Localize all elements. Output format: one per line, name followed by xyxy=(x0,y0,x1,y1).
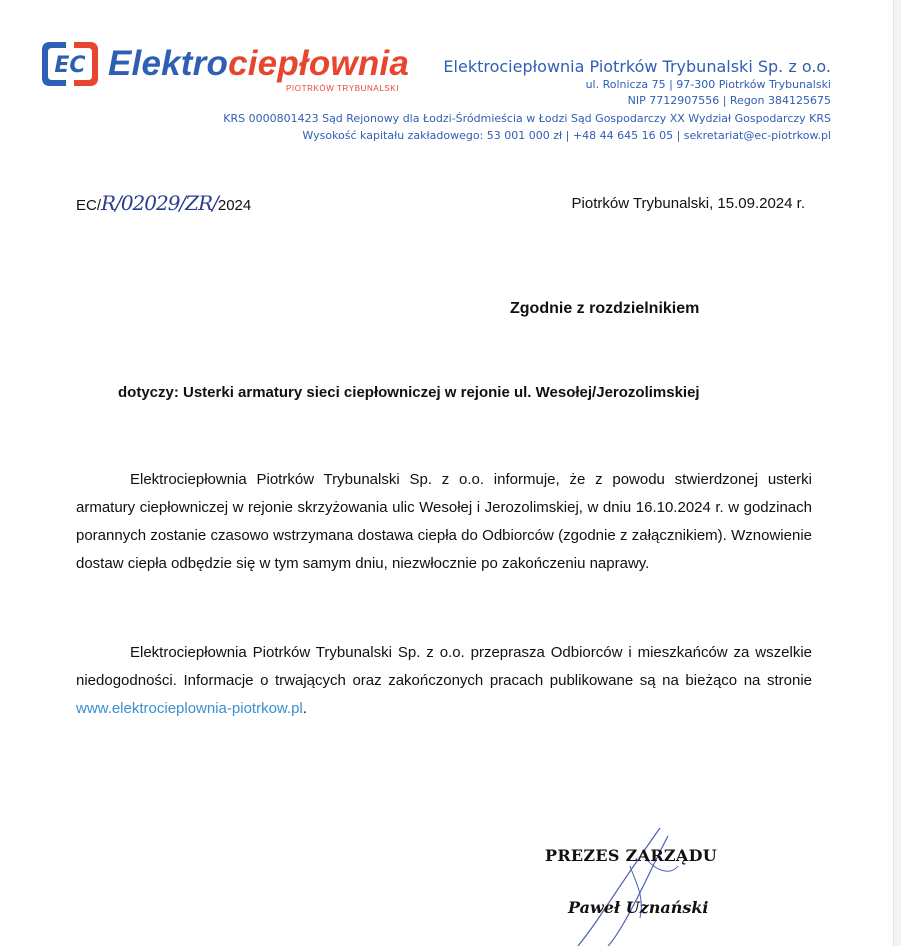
paragraph-2-text: Elektrociepłownia Piotrków Trybunalski Sp. z o.o. przeprasza Odbiorców i mieszkańców za wszelkie niedogodności. Informacje o trwających oraz zakończonych pracach publikowane są na bieżąco na stronie xyxy=(76,644,812,689)
reference-number xyxy=(76,193,251,216)
logo-wordmark xyxy=(108,44,409,84)
handwritten-signature xyxy=(560,826,700,946)
subject-line: dotyczy: Usterki armatury sieci ciepłowniczej w rejonie ul. Wesołej/Jerozolimskiej xyxy=(118,384,700,401)
company-logo xyxy=(40,38,420,98)
logo-subtitle: PIOTRKÓW TRYBUNALSKI xyxy=(286,84,400,93)
page-edge xyxy=(893,0,901,946)
addressee: Zgodnie z rozdzielnikiem xyxy=(510,300,700,317)
company-capital-contact: Wysokość kapitału zakładowego: 53 001 000 zł | +48 44 645 16 05 | sekretariat@ec-piotrkow.pl xyxy=(302,129,831,142)
reference-prefix: EC/ xyxy=(76,197,102,214)
place-date: Piotrków Trybunalski, 15.09.2024 r. xyxy=(571,195,805,212)
svg-text:EC: EC xyxy=(54,53,86,78)
signature-title: PREZES ZARZĄDU xyxy=(545,846,718,865)
company-address: ul. Rolnicza 75 | 97-300 Piotrków Trybunalski xyxy=(585,78,831,91)
logo-text-part2: ciepłownia xyxy=(228,44,409,83)
logo-text-part1: Elektro xyxy=(108,44,229,83)
ec-logo-icon xyxy=(40,38,100,90)
reference-handwritten: R/02029/ZR/ xyxy=(101,191,218,215)
company-krs: KRS 0000801423 Sąd Rejonowy dla Łodzi-Śródmieścia w Łodzi Sąd Gospodarczy XX Wydział Gospodarczy KRS xyxy=(223,112,831,125)
signature-name: Paweł Uznański xyxy=(568,898,709,917)
paragraph-2-end: . xyxy=(302,700,307,717)
body-paragraph-2 xyxy=(76,639,812,723)
website-link[interactable]: www.elektrocieplownia-piotrkow.pl xyxy=(76,700,303,717)
body-paragraph-1 xyxy=(76,466,812,578)
company-nip-regon: NIP 7712907556 | Regon 384125675 xyxy=(627,94,831,107)
reference-suffix: 2024 xyxy=(217,197,252,214)
paragraph-1-text: Elektrociepłownia Piotrków Trybunalski Sp. z o.o. informuje, że z powodu stwierdzonej usterki armatury ciepłowniczej w rejonie skrzyżowania ulic Wesołej i Jerozolimskiej, w dniu 16.10.2024 r. w godzinach porannych zostanie czasowo wstrzymana dostawa ciepła do Odbiorców (zgodnie z załącznikiem). Wznowienie dostaw ciepła odbędzie się w tym samym dniu, niezwłocznie po zakończeniu naprawy. xyxy=(76,471,812,572)
company-details xyxy=(443,57,831,109)
company-registration xyxy=(223,110,831,144)
company-name: Elektrociepłownia Piotrków Trybunalski Sp. z o.o. xyxy=(443,57,831,76)
